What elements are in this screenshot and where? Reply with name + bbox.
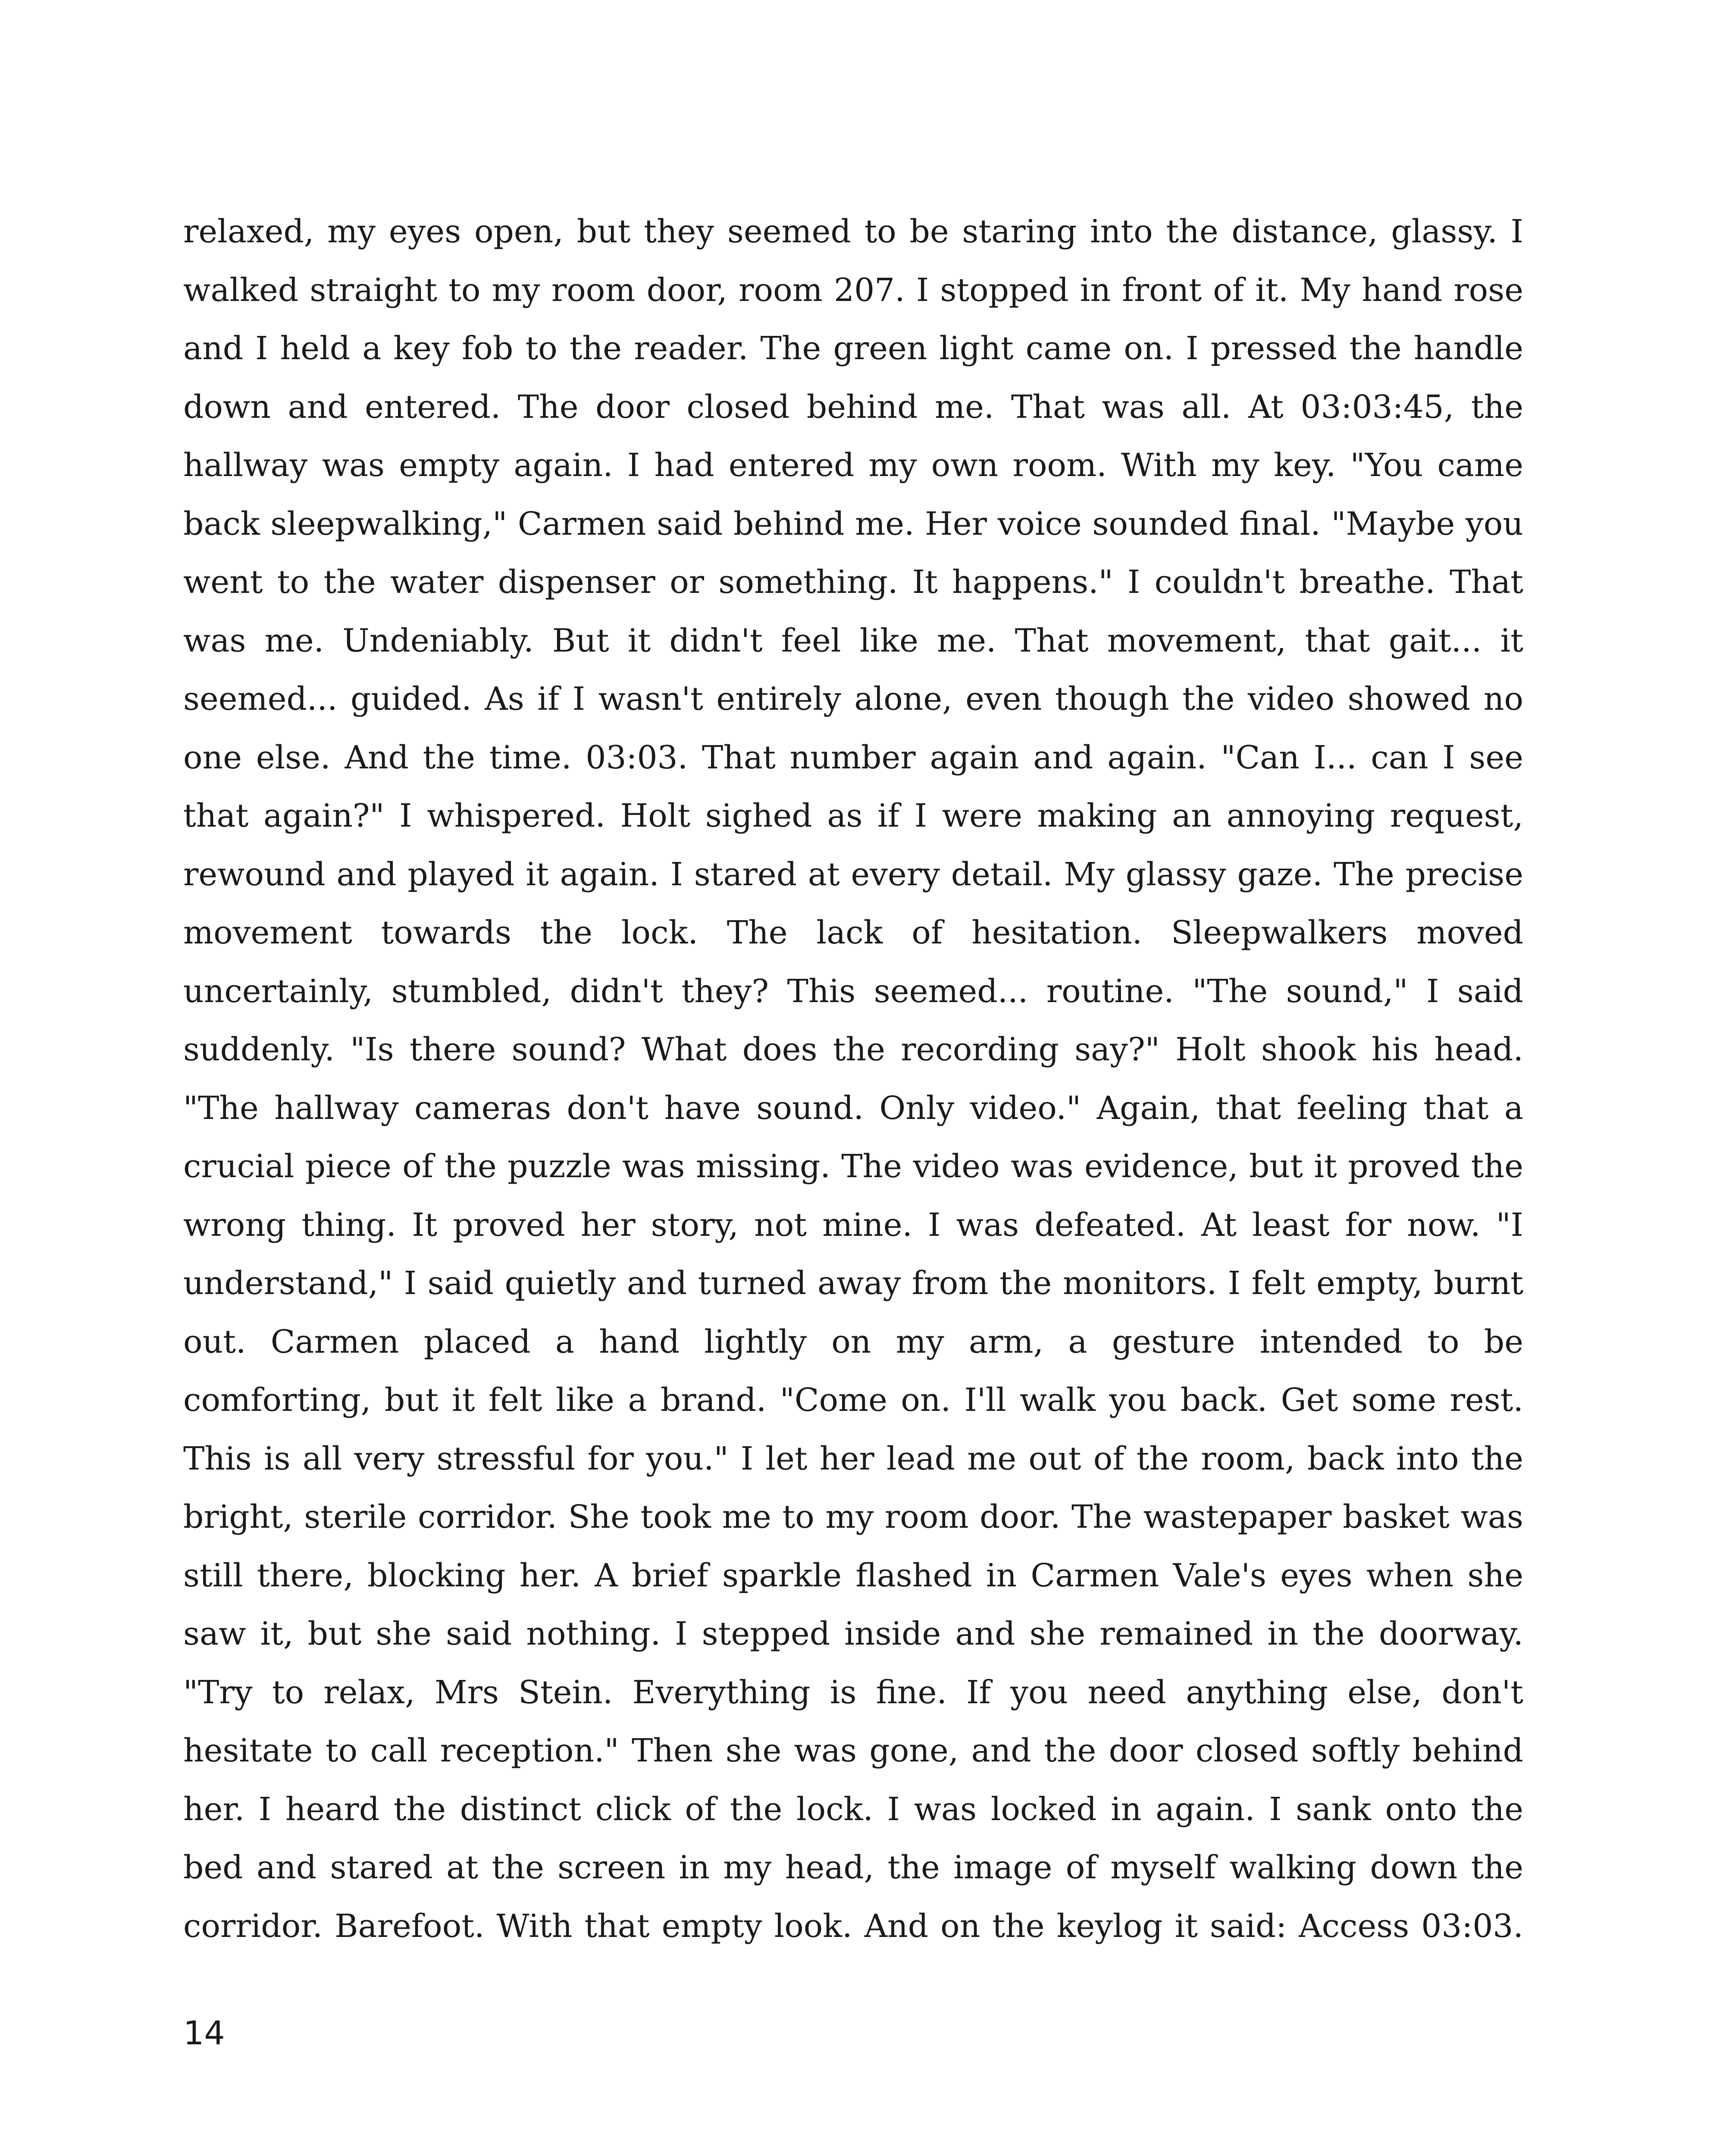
page-number: 14 xyxy=(183,2014,225,2052)
body-paragraph: relaxed, my eyes open, but they seemed to be staring into the distance, glassy. I walked straight to my room door, room 207. I stopped in front of it. My hand rose and I held a key fob to the reader. The green light came on. I pressed the handle down and entered. The door closed behind me. That was all. At 03:03:45, the hallway was empty again. I had entered my own room. With my key. "You came back sleepwalking," Carmen said behind me. Her voice sounded final. "Maybe you went to the water dispenser or something. It happens." I couldn't breathe. That was me. Undeniably. But it didn't feel like me. That movement, that gait... it seemed... guided. As if I wasn't entirely alone, even though the video showed no one else. And the time. 03:03. That number again and again. "Can I... can I see that again?" I whispered. Holt sighed as if I were making an annoying request, rewound and played it again. I stared at every detail. My glassy gaze. The precise movement towards the lock. The lack of hesitation. Sleepwalkers moved uncertainly, stumbled, didn't they? This seemed... routine. "The sound," I said suddenly. "Is there sound? What does the recording say?" Holt shook his head. "The hallway cameras don't have sound. Only video." Again, that feeling that a crucial piece of the puzzle was missing. The video was evidence, but it proved the wrong thing. It proved her story, not mine. I was defeated. At least for now. "I understand," I said quietly and turned away from the monitors. I felt empty, burnt out. Carmen placed a hand lightly on my arm, a gesture intended to be comforting, but it felt like a brand. "Come on. I'll walk you back. Get some rest. This is all very stressful for you." I let her lead me out of the room, back into the bright, sterile corridor. She took me to my room door. The wastepaper basket was still there, blocking her. A brief sparkle flashed in Carmen Vale's eyes when she saw it, but she said nothing. I stepped inside and she remained in the doorway. "Try to relax, Mrs Stein. Everything is fine. If you need anything else, don't hesitate to call reception." Then she was gone, and the door closed softly behind her. I heard the distinct click of the lock. I was locked in again. I sank onto the bed and stared at the screen in my head, the image of myself walking down the corridor. Barefoot. With that empty look. And on the keylog it said: Access 03:03. xyxy=(183,213,1523,1945)
